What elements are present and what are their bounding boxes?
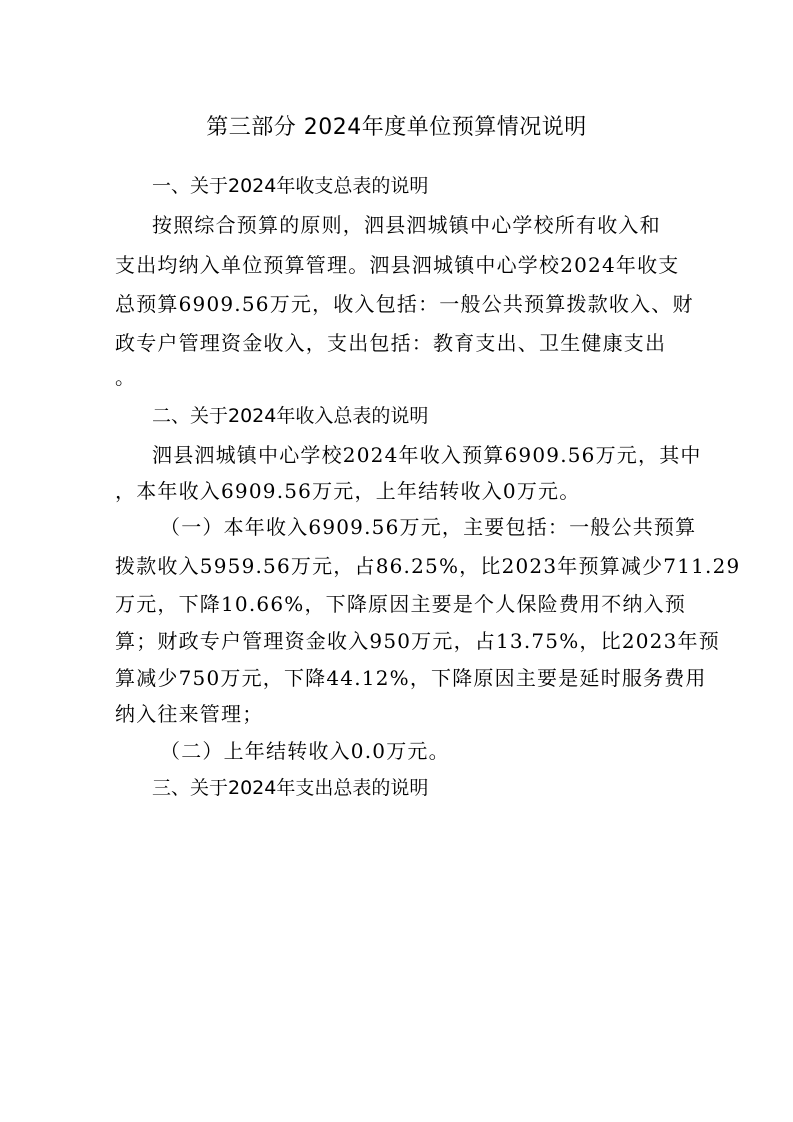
paragraph-line: ，本年收入6909.56万元，上年结转收入0万元。 xyxy=(115,479,581,503)
paragraph-line: 支出均纳入单位预算管理。泗县泗城镇中心学校2024年收支 xyxy=(115,253,680,277)
document-title: 第三部分 2024年度单位预算情况说明 xyxy=(206,115,587,140)
paragraph-line: 拨款收入5959.56万元，占86.25%，比2023年预算减少711.29 xyxy=(115,554,741,578)
paragraph-line: 。 xyxy=(115,365,137,389)
paragraph-line: 政专户管理资金收入，支出包括：教育支出、卫生健康支出 xyxy=(115,331,667,355)
paragraph-line: 总预算6909.56万元，收入包括：一般公共预算拨款收入、财 xyxy=(115,292,694,316)
section-heading-3: 三、关于2024年支出总表的说明 xyxy=(152,777,429,799)
paragraph-line: 纳入往来管理； xyxy=(115,702,264,726)
section-heading-1: 一、关于2024年收支总表的说明 xyxy=(152,175,429,197)
paragraph-line: （二）上年结转收入0.0万元。 xyxy=(160,739,450,763)
paragraph-line: （一）本年收入6909.56万元，主要包括：一般公共预算 xyxy=(160,515,697,539)
paragraph-line: 按照综合预算的原则，泗县泗城镇中心学校所有收入和 xyxy=(152,213,661,237)
paragraph-line: 算减少750万元，下降44.12%，下降原因主要是延时服务费用 xyxy=(115,666,707,690)
section-heading-2: 二、关于2024年收入总表的说明 xyxy=(152,405,429,427)
paragraph-line: 泗县泗城镇中心学校2024年收入预算6909.56万元，其中 xyxy=(152,443,702,467)
paragraph-line: 万元，下降10.66%，下降原因主要是个人保险费用不纳入预 xyxy=(115,592,687,616)
paragraph-line: 算；财政专户管理资金收入950万元，占13.75%，比2023年预 xyxy=(115,629,720,653)
